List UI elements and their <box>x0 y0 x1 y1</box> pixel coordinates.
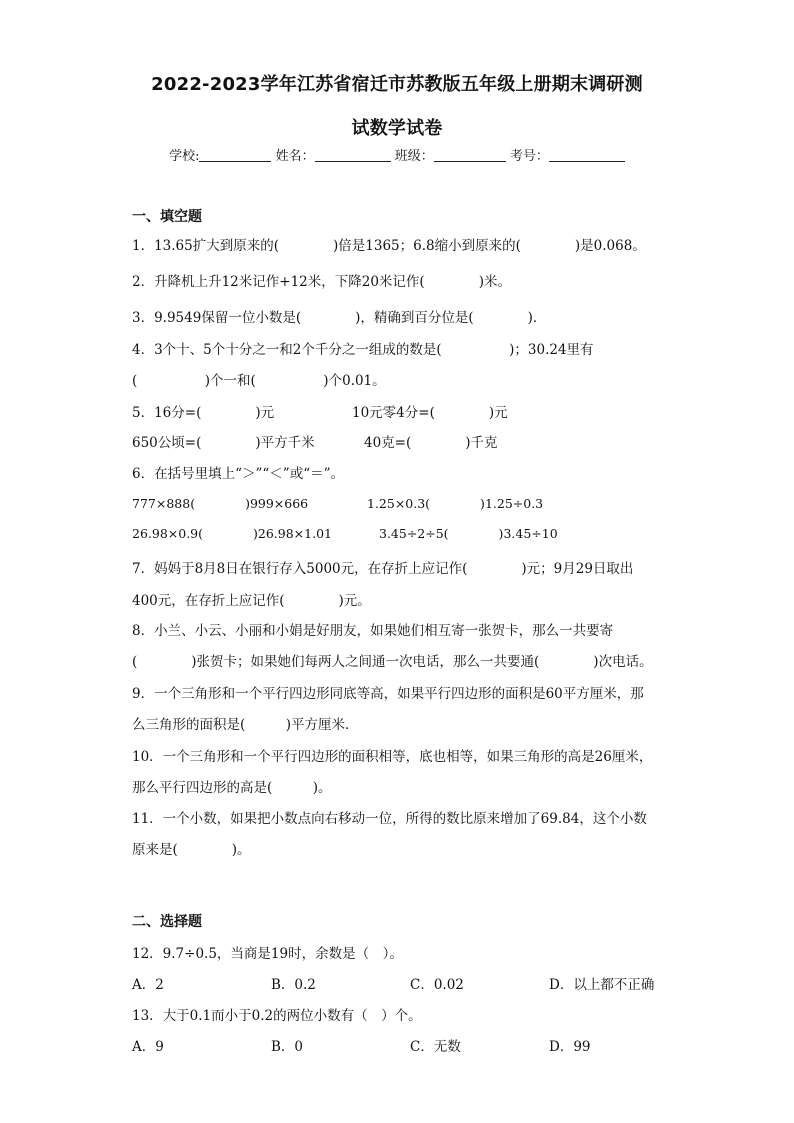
section-multiple-choice: 二、选择题 <box>132 914 202 930</box>
question-10-line-2: 那么平行四边形的高是( )。 <box>132 780 332 796</box>
question-13-option-d[interactable]: D．99 <box>549 1039 591 1055</box>
question-12-option-a[interactable]: A．2 <box>132 977 164 993</box>
question-5-item-1: 5．16分=( )元 <box>132 405 275 421</box>
question-7-line-2: 400元，在存折上应记作( )元。 <box>132 593 371 609</box>
exam-no-blank[interactable] <box>549 147 625 162</box>
question-8-line-1: 8．小兰、小云、小丽和小娟是好朋友，如果她们相互寄一张贺卡，那么一共要寄 <box>132 623 614 639</box>
question-2: 2．升降机上升12米记作+12米，下降20米记作( )米。 <box>132 274 511 290</box>
name-label: 姓名： <box>275 149 315 164</box>
question-6-item-2: 1.25×0.3( )1.25÷0.3 <box>367 496 544 511</box>
question-12: 12．9.7÷0.5，当商是19时，余数是（ ）。 <box>132 946 403 962</box>
question-4-line-2: ( )个一和( )个0.01。 <box>132 373 386 389</box>
question-6-item-4: 3.45÷2÷5( )3.45÷10 <box>379 526 558 541</box>
exam-title-line-1: 2022-2023学年江苏省宿迁市苏教版五年级上册期末调研测 <box>151 74 643 95</box>
exam-title-line-2: 试数学试卷 <box>351 118 443 139</box>
question-13-option-b[interactable]: B．0 <box>271 1039 304 1055</box>
exam-no-label: 考号： <box>509 149 549 164</box>
question-12-option-c[interactable]: C．0.02 <box>410 977 464 993</box>
question-6-item-1: 777×888( )999×666 <box>132 496 309 511</box>
question-5-item-2: 10元零4分=( )元 <box>352 405 508 421</box>
name-blank[interactable] <box>315 147 391 162</box>
question-12-option-b[interactable]: B．0.2 <box>271 977 316 993</box>
question-11-line-1: 11．一个小数，如果把小数点向右移动一位，所得的数比原来增加了69.84，这个小数 <box>132 811 647 827</box>
question-6: 6．在括号里填上“＞”“＜”或“＝”。 <box>132 466 344 482</box>
question-5-item-4: 40克=( )千克 <box>364 435 498 451</box>
school-label: 学校: <box>169 149 200 164</box>
question-7-line-1: 7．妈妈于8月8日在银行存入5000元，在存折上应记作( )元；9月29日取出 <box>132 561 634 577</box>
question-6-item-3: 26.98×0.9( )26.98×1.01 <box>132 526 332 541</box>
question-3: 3．9.9549保留一位小数是( )，精确到百分位是( )． <box>132 310 547 326</box>
class-blank[interactable] <box>434 147 506 162</box>
question-1: 1．13.65扩大到原来的( )倍是1365；6.8缩小到原来的( )是0.068。 <box>132 238 646 254</box>
question-12-option-d[interactable]: D．以上都不正确 <box>549 977 655 993</box>
section-fill-in: 一、填空题 <box>132 209 202 225</box>
question-13: 13．大于0.1而小于0.2的两位小数有（ ）个。 <box>132 1008 422 1024</box>
question-13-option-c[interactable]: C．无数 <box>410 1039 461 1055</box>
question-10-line-1: 10．一个三角形和一个平行四边形的面积相等，底也相等，如果三角形的高是26厘米， <box>132 749 653 765</box>
question-13-option-a[interactable]: A．9 <box>132 1039 164 1055</box>
question-4-line-1: 4．3个十、5个十分之一和2个千分之一组成的数是( )；30.24里有 <box>132 342 594 358</box>
question-8-line-2: ( )张贺卡；如果她们每两人之间通一次电话，那么一共要通( )次电话。 <box>132 654 653 670</box>
question-11-line-2: 原来是( )。 <box>132 842 251 858</box>
school-blank[interactable] <box>199 147 271 162</box>
student-info-row <box>0 145 794 164</box>
question-9-line-1: 9．一个三角形和一个平行四边形同底等高，如果平行四边形的面积是60平方厘米，那 <box>132 686 644 702</box>
question-5-item-3: 650公顷=( )平方千米 <box>132 435 315 451</box>
question-9-line-2: 么三角形的面积是( )平方厘米． <box>132 717 359 733</box>
class-label: 班级： <box>394 149 434 164</box>
